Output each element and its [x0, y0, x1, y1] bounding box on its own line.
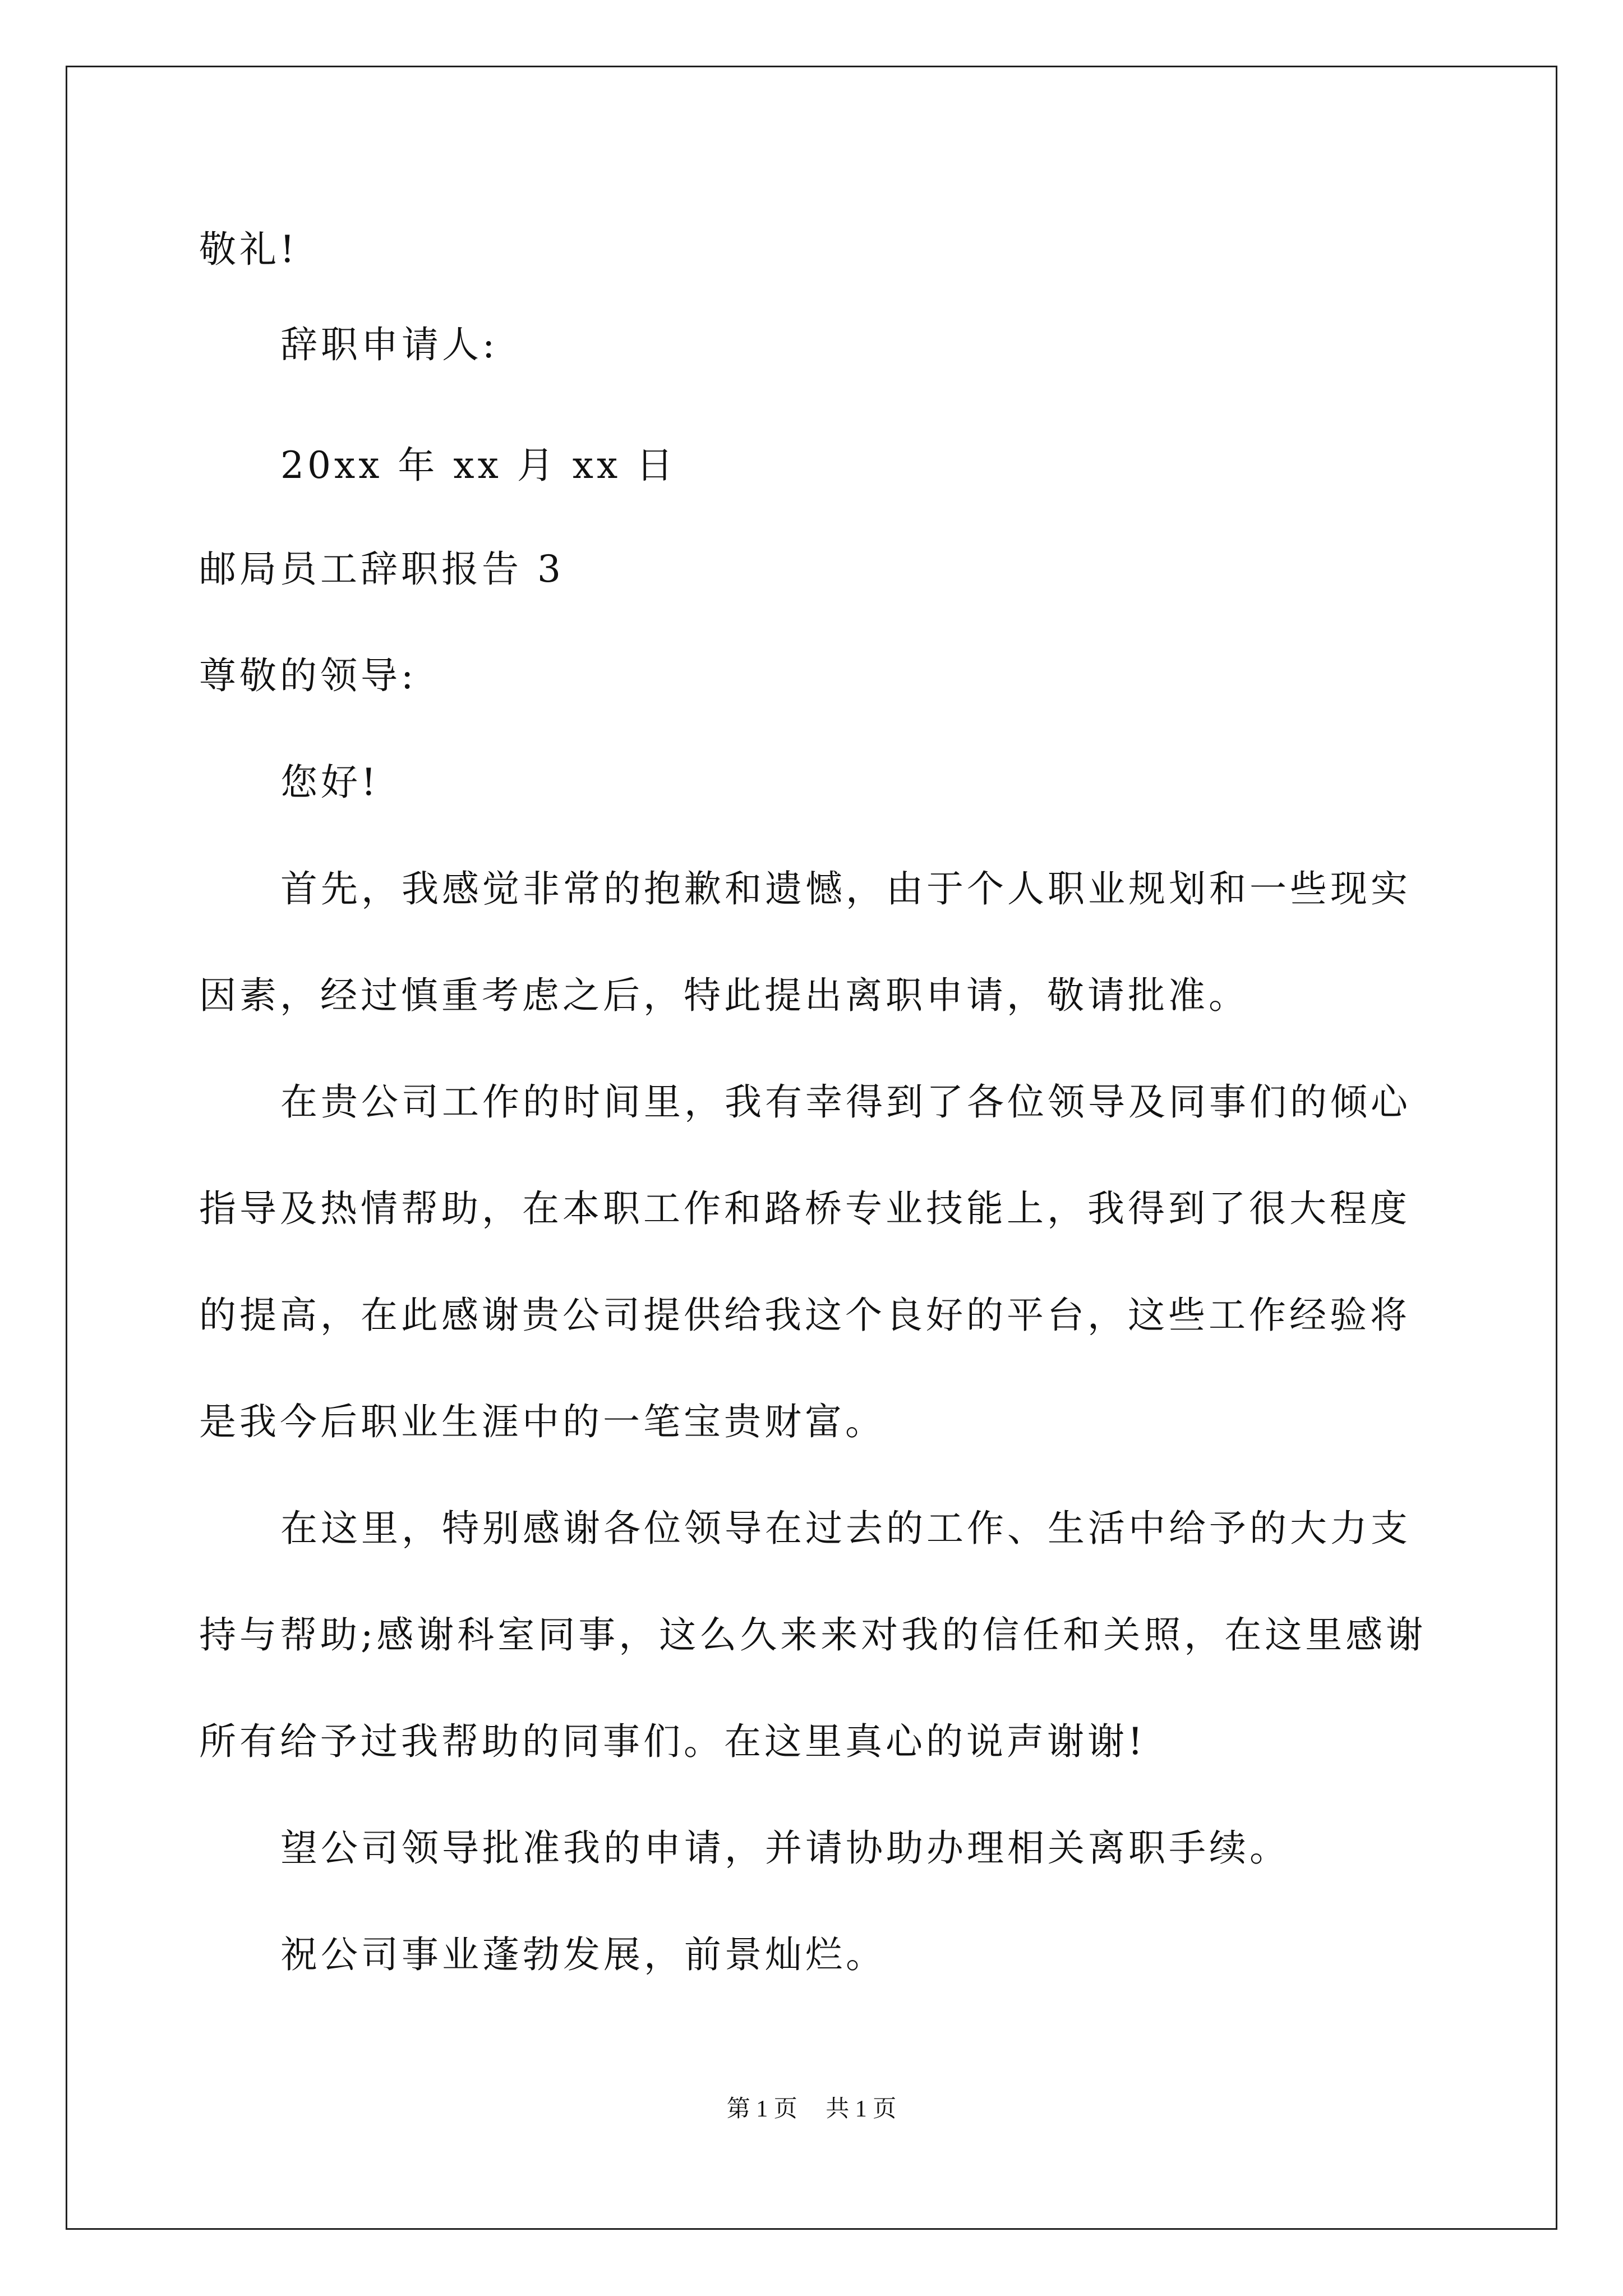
page-number: 第 1 页	[726, 2096, 797, 2122]
section-title: 邮局员工辞职报告 3	[199, 547, 564, 591]
paragraph-line: 首先，我感觉非常的抱歉和遗憾，由于个人职业规划和一些现实	[280, 867, 1411, 910]
paragraph-line: 祝公司事业蓬勃发展，前景灿烂。	[280, 1933, 886, 1976]
paragraph-line: 在贵公司工作的时间里，我有幸得到了各位领导及同事们的倾心	[280, 1080, 1411, 1124]
page-border	[66, 66, 1557, 2230]
greeting-to: 尊敬的领导:	[199, 654, 417, 697]
page-footer	[0, 2095, 1623, 2123]
paragraph-line: 因素，经过慎重考虑之后，特此提出离职申请，敬请批准。	[199, 974, 1249, 1017]
paragraph-line: 持与帮助;感谢科室同事，这么久来来对我的信任和关照，在这里感谢	[199, 1613, 1427, 1657]
page-total: 共 1 页	[826, 2096, 897, 2122]
greeting-hello: 您好!	[280, 761, 380, 804]
paragraph-line: 所有给予过我帮助的同事们。在这里真心的说声谢谢!	[199, 1720, 1146, 1763]
paragraph-line: 是我今后职业生涯中的一笔宝贵财富。	[199, 1400, 886, 1443]
paragraph-line: 的提高，在此感谢贵公司提供给我这个良好的平台，这些工作经验将	[199, 1294, 1410, 1337]
paragraph-line: 望公司领导批准我的申请，并请协助办理相关离职手续。	[280, 1826, 1290, 1870]
signature-label: 辞职申请人:	[280, 323, 499, 366]
closing-salute: 敬礼!	[199, 228, 298, 271]
paragraph-line: 指导及热情帮助，在本职工作和路桥专业技能上，我得到了很大程度	[199, 1187, 1410, 1230]
signature-date: 20xx 年 xx 月 xx 日	[280, 444, 677, 487]
paragraph-line: 在这里，特别感谢各位领导在过去的工作、生活中给予的大力支	[280, 1507, 1411, 1550]
